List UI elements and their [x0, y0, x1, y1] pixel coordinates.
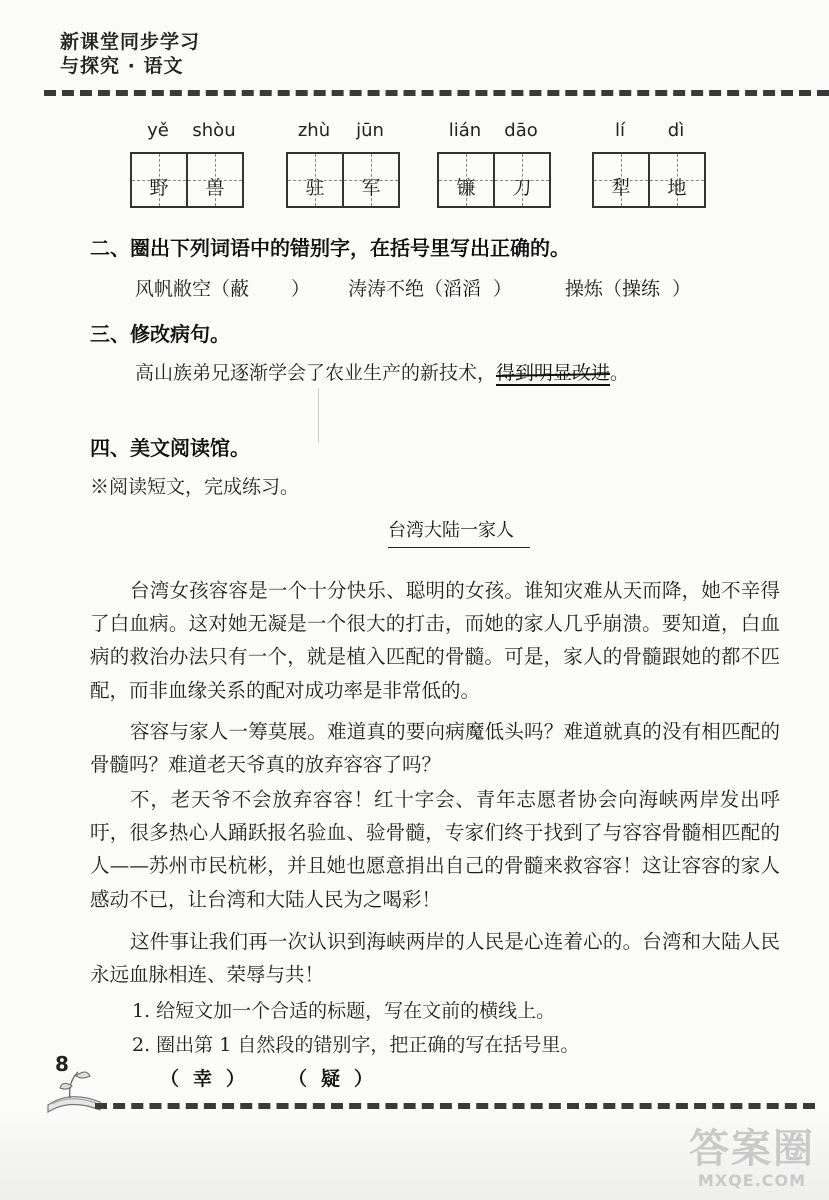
item-close-paren: ）: [291, 278, 311, 300]
answer-text: 疑: [321, 1068, 341, 1090]
pinyin-syllable: yě: [147, 120, 169, 141]
book-series-title: [60, 30, 200, 78]
struck-out-phrase: 得到明显改进: [496, 362, 611, 384]
watermark-url: MXQE.COM: [697, 1171, 807, 1190]
answer-close: ）: [226, 1068, 246, 1090]
hanzi-cell: 刀: [512, 176, 532, 199]
word-box: [437, 120, 551, 208]
wrong-char-item: [565, 274, 691, 301]
answer-text: 幸: [193, 1068, 213, 1090]
section2-heading: 二、圈出下列词语中的错别字，在括号里写出正确的。: [90, 236, 570, 260]
question-1: 1. 给短文加一个合适的标题，写在文前的横线上。: [132, 1000, 556, 1022]
pinyin-syllable: dì: [667, 120, 685, 141]
hanzi-cell: 地: [667, 176, 687, 199]
article-paragraph: 台湾女孩容容是一个十分快乐、聪明的女孩。谁知灾难从天而降，她不辛得了白血病。这对她无凝是一个很大的打击，而她的家人几乎崩溃。要知道，白血病的救治办法只有一个，就是植入匹配的骨髓。可是，家人的骨髓跟她的都不匹配，而非血缘关系的配对成功率是非常低的。: [90, 579, 780, 702]
word-box: [130, 120, 244, 208]
reading-instruction: ※阅读短文，完成练习。: [90, 476, 300, 498]
question-2: 2. 圈出第 1 自然段的错别字，把正确的写在括号里。: [132, 1034, 580, 1056]
item-close-paren: ）: [672, 278, 692, 300]
answer-open: （: [160, 1068, 180, 1090]
word-box: [592, 120, 706, 208]
pinyin-syllable: lián: [448, 120, 482, 141]
section3-heading: 三、修改病句。: [90, 322, 230, 346]
header-dashed-rule: [44, 90, 829, 96]
pinyin-syllable: shòu: [192, 120, 236, 141]
answer-open: （: [288, 1068, 308, 1090]
page-crease-line: [318, 388, 319, 443]
hanzi-cell: 军: [361, 176, 381, 199]
hanzi-cell: 镰: [456, 176, 476, 199]
hanzi-cell: 驻: [305, 176, 325, 199]
book-title-line2: 与探究 · 语文: [60, 55, 184, 77]
site-watermark: [689, 1127, 815, 1190]
title-answer-line: [388, 547, 530, 548]
section4-heading: 四、美文阅读馆。: [90, 436, 250, 460]
book-title-line1: 新课堂同步学习: [60, 31, 201, 53]
answer-bracket: [160, 1064, 245, 1091]
pinyin-syllable: jūn: [356, 120, 384, 141]
article-paragraph: 不，老天爷不会放弃容容！红十字会、青年志愿者协会向海峡两岸发出呼吁，很多热心人踊跃报名验血、验骨髓，专家们终于找到了与容容骨髓相匹配的人——苏州市民杭彬，并且她也愿意捐出自己的骨髓来救容容！这让容容的家人感动不已，让台湾和大陆人民为之喝彩！: [90, 788, 780, 911]
footer-dashed-rule: [95, 1103, 815, 1109]
word-box: [286, 120, 400, 208]
handwritten-answer: 滔滔: [443, 278, 482, 300]
handwritten-answer: 蔽: [230, 278, 250, 300]
answer-bracket: [288, 1064, 373, 1091]
pinyin-syllable: zhù: [297, 120, 331, 141]
item-word: 涛涛不绝（: [348, 278, 444, 300]
handwritten-answer: 操练: [622, 278, 661, 300]
pinyin-syllable: lí: [614, 120, 625, 141]
item-close-paren: ）: [493, 278, 513, 300]
item-word: 风帆敝空（: [135, 278, 231, 300]
book-leaf-icon: [40, 1060, 110, 1119]
hanzi-cell: 兽: [205, 176, 225, 199]
pinyin-syllable: dāo: [504, 120, 538, 141]
sick-sentence: [135, 358, 629, 385]
sentence-end: 。: [610, 362, 630, 384]
answer-close: ）: [354, 1068, 374, 1090]
sentence-text: 高山族弟兄逐渐学会了农业生产的新技术，: [135, 362, 497, 384]
article-title: 台湾大陆一家人: [388, 520, 514, 541]
wrong-char-item: [348, 274, 512, 301]
page-number: 8: [55, 1052, 69, 1076]
pinyin-word-grid: [0, 120, 829, 220]
hanzi-cell: 野: [149, 176, 169, 199]
wrong-char-item: [135, 274, 310, 301]
article-paragraph: 这件事让我们再一次认识到海峡两岸的人民是心连着心的。台湾和大陆人民永远血脉相连、荣辱与共！: [90, 930, 780, 987]
watermark-logo: 答案圈: [689, 1126, 815, 1172]
article-paragraph: 容容与家人一筹莫展。难道真的要向病魔低头吗？难道就真的没有相匹配的骨髓吗？难道老天爷真的放弃容容了吗？: [90, 720, 780, 777]
hanzi-cell: 犁: [611, 176, 631, 199]
item-word: 操炼（: [565, 278, 623, 300]
